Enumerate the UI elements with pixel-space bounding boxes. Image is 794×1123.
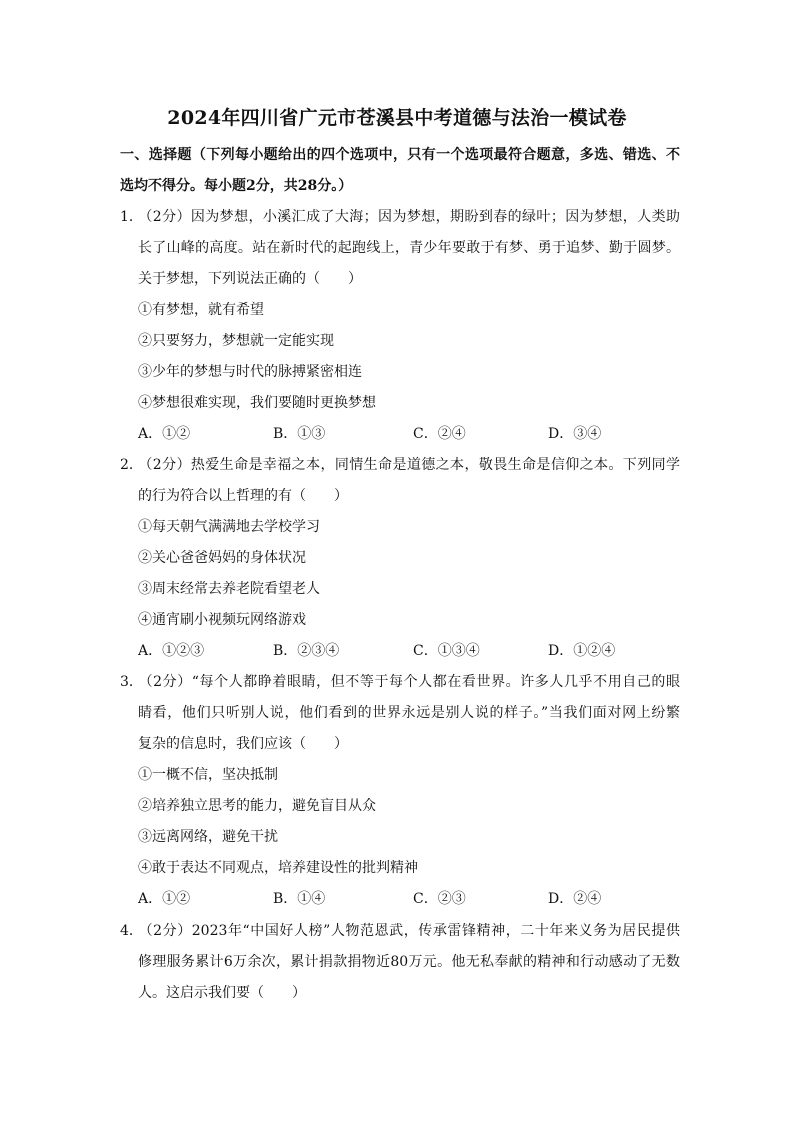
option-c: C．①③④	[413, 643, 480, 659]
option-a: A．①②③	[138, 643, 205, 659]
question-stem-line: 复杂的信息时，我们应该（ ）	[138, 736, 348, 752]
question-stem-line: 长了山峰的高度。站在新时代的起跑线上，青少年要敢于有梦、勇于追梦、勤于圆梦。	[138, 240, 680, 256]
option-a: A．①②	[138, 426, 191, 442]
statement-item: ②培养独立思考的能力，避免盲目从众	[138, 798, 376, 814]
question-stem-line: 修理服务累计6万余次，累计捐款捐物近80万元。他无私奉献的精神和行动感动了无数	[138, 954, 680, 970]
option-b: B．①③	[273, 426, 326, 442]
statement-item: ①一概不信，坚决抵制	[138, 767, 278, 783]
option-d: D．③④	[548, 426, 602, 442]
question-4	[120, 916, 680, 1009]
statement-item: ②关心爸爸妈妈的身体状况	[138, 550, 306, 566]
section-heading-line-2: 选均不得分。每小题2分，共28分。）	[120, 178, 353, 194]
question-number: 3．	[120, 674, 143, 690]
question-number: 2．	[120, 457, 143, 473]
section-heading-line-1: 一、选择题（下列每小题给出的四个选项中，只有一个选项最符合题意，多选、错选、不	[120, 147, 680, 163]
question-stem-line: 2．（2分）热爱生命是幸福之本，同情生命是道德之本，敬畏生命是信仰之本。下列同学	[120, 450, 680, 481]
question-stem-line: 睛看，他们只听别人说，他们看到的世界永远是别人说的样子。”当我们面对网上纷繁	[138, 705, 680, 721]
answer-options	[120, 636, 680, 667]
statement-item: ②只要努力，梦想就一定能实现	[138, 333, 334, 349]
statement-item: ③少年的梦想与时代的脉搏紧密相连	[138, 364, 362, 380]
question-1	[120, 202, 680, 450]
question-number: 1．	[120, 209, 143, 225]
statement-item: ④通宵刷小视频玩网络游戏	[138, 612, 306, 628]
question-stem-line: 3．（2分）“每个人都睁着眼睛，但不等于每个人都在看世界。许多人几乎不用自己的眼	[120, 667, 680, 698]
exam-title: 2024年四川省广元市苍溪县中考道德与法治一模试卷	[167, 107, 627, 129]
option-d: D．①②④	[548, 643, 616, 659]
statement-item: ④敢于表达不同观点，培养建设性的批判精神	[138, 860, 418, 876]
question-3	[120, 667, 680, 915]
statement-item: ④梦想很难实现，我们要随时更换梦想	[138, 395, 376, 411]
question-stem-line: 关于梦想，下列说法正确的（ ）	[138, 271, 362, 287]
option-d: D．②④	[548, 891, 602, 907]
option-b: B．②③④	[273, 643, 340, 659]
question-number: 4．	[120, 923, 143, 939]
question-stem-line: 人。这启示我们要（ ）	[138, 985, 306, 1001]
statement-item: ①有梦想，就有希望	[138, 302, 264, 318]
question-stem-line: 的行为符合以上哲理的有（ ）	[138, 488, 348, 504]
question-2	[120, 450, 680, 667]
answer-options	[120, 419, 680, 450]
answer-options	[120, 884, 680, 915]
question-stem-line: 4．（2分）2023年“中国好人榜”人物范恩武，传承雷锋精神，二十年来义务为居民提供	[120, 916, 680, 947]
option-c: C．②④	[413, 426, 466, 442]
option-b: B．①④	[273, 891, 326, 907]
statement-item: ③周末经常去养老院看望老人	[138, 581, 320, 597]
option-a: A．①②	[138, 891, 191, 907]
question-stem-line: 1．（2分）因为梦想，小溪汇成了大海；因为梦想，期盼到春的绿叶；因为梦想，人类助	[120, 202, 680, 233]
statement-item: ③远离网络，避免干扰	[138, 829, 278, 845]
statement-item: ①每天朝气满满地去学校学习	[138, 519, 320, 535]
option-c: C．②③	[413, 891, 466, 907]
section-heading	[120, 140, 680, 202]
